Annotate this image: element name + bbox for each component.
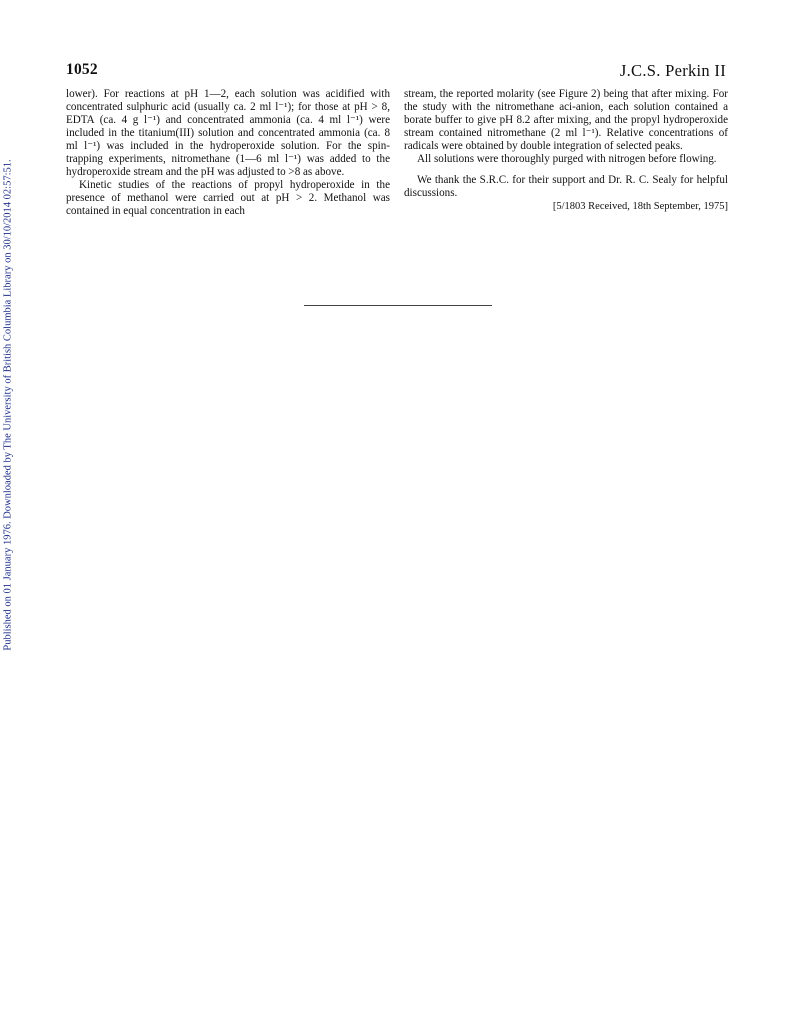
acknowledgement: We thank the S.R.C. for their support and Dr. R. C. Sealy for helpful discussions.: [404, 174, 728, 200]
left-column: [66, 88, 390, 218]
left-paragraph-2: Kinetic studies of the reactions of propyl hydroperoxide in the presence of methanol were carried out at pH > 2. Methanol was contained in equal concentration in each: [66, 179, 390, 218]
received-note: [5/1803 Received, 18th September, 1975]: [552, 201, 728, 213]
left-paragraph-1: lower). For reactions at pH 1—2, each solution was acidified with concentrated sulphuric acid (usually ca. 2 ml l⁻¹); for those at pH > 8, EDTA (ca. 4 g l⁻¹) and concentrated ammonia (ca. 4 ml l⁻¹) were included in the titanium(III) solution and concentrated ammonia (ca. 8 ml l⁻¹) was included in the hydroperoxide solution. For the spin-trapping experiments, nitromethane (1—6 ml l⁻¹) was added to the hydroperoxide stream and the pH was adjusted to >8 as above.: [66, 88, 390, 179]
right-paragraph-1: stream, the reported molarity (see Figure 2) being that after mixing. For the study with the nitromethane aci-anion, each solution contained a borate buffer to give pH 8.2 after mixing, and the propyl hydroperoxide stream contained nitromethane (2 ml l⁻¹). Relative concentrations of radicals were obtained by double integration of selected peaks.: [404, 88, 728, 153]
end-rule: [304, 305, 492, 306]
right-column: [404, 88, 728, 213]
download-stamp-text: Published on 01 January 1976. Downloaded by The University of British Columbia Library on 30/10/2014 02:57:51.: [2, 159, 14, 651]
right-paragraph-2: All solutions were thoroughly purged with nitrogen before flowing.: [417, 153, 717, 166]
download-stamp: [1, 150, 15, 660]
journal-title: J.C.S. Perkin II: [619, 61, 726, 80]
page-number: 1052: [66, 61, 98, 78]
